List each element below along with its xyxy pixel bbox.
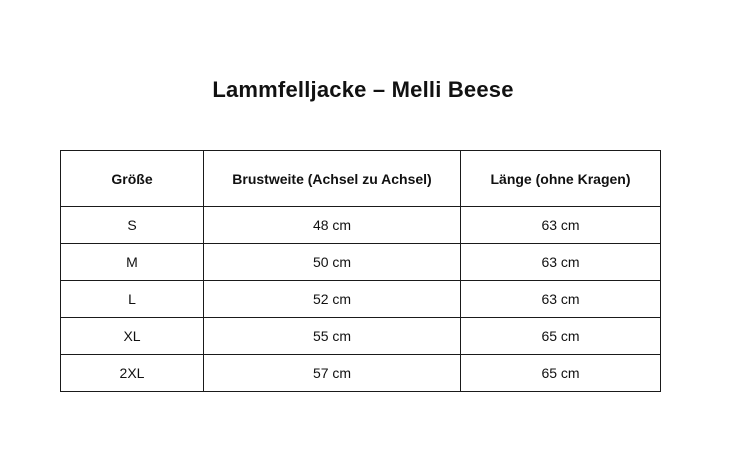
cell-chest-width: 48 cm: [204, 207, 461, 244]
cell-chest-width: 52 cm: [204, 281, 461, 318]
table-row: [61, 244, 661, 281]
header-length: Länge (ohne Kragen): [461, 151, 661, 207]
table-row: [61, 318, 661, 355]
cell-length: 65 cm: [461, 318, 661, 355]
cell-size: M: [61, 244, 204, 281]
cell-length: 63 cm: [461, 281, 661, 318]
table-header-row: [61, 151, 661, 207]
cell-chest-width: 50 cm: [204, 244, 461, 281]
header-size: Größe: [61, 151, 204, 207]
table-row: [61, 355, 661, 392]
cell-chest-width: 57 cm: [204, 355, 461, 392]
cell-length: 63 cm: [461, 244, 661, 281]
cell-length: 63 cm: [461, 207, 661, 244]
cell-size: XL: [61, 318, 204, 355]
cell-size: L: [61, 281, 204, 318]
cell-size: S: [61, 207, 204, 244]
table-row: [61, 207, 661, 244]
size-chart-table: [60, 150, 661, 392]
cell-size: 2XL: [61, 355, 204, 392]
document-title: Lammfelljacke – Melli Beese: [212, 77, 514, 102]
cell-length: 65 cm: [461, 355, 661, 392]
table-row: [61, 281, 661, 318]
cell-chest-width: 55 cm: [204, 318, 461, 355]
header-chest-width: Brustweite (Achsel zu Achsel): [204, 151, 461, 207]
